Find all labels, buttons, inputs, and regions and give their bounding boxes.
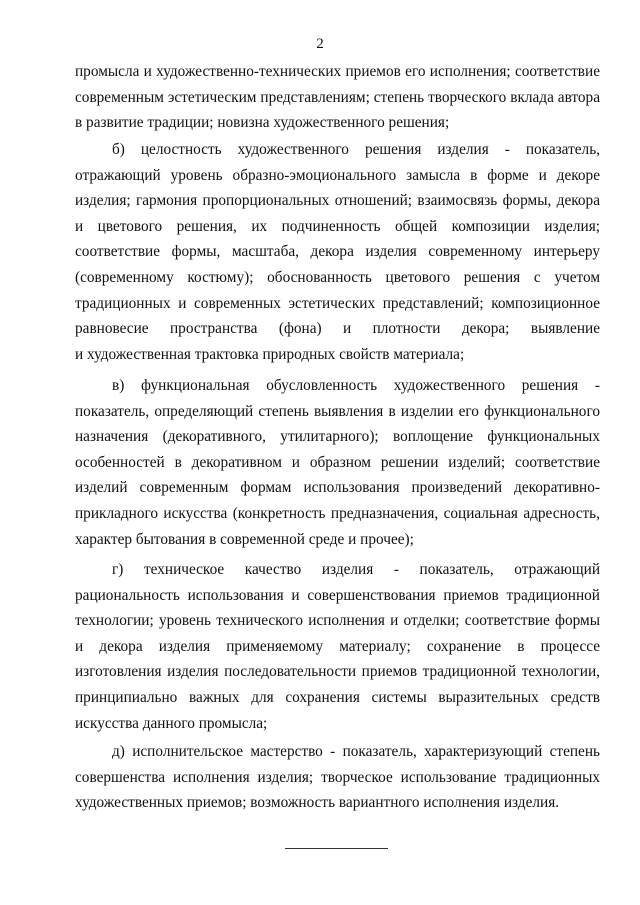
paragraph-line: д) исполнительское мастерство - показатель, характеризующий степень [112,743,600,760]
paragraph-line: и декора изделия применяемому материалу; сохранение в процессе [75,637,600,655]
paragraph-line: соответствие формы, масштаба, декора изделия современному интерьеру [75,243,600,261]
paragraph-line: г) техническое качество изделия - показатель, отражающий [112,561,600,578]
paragraph-line: особенностей в декоративном и образном решении изделий; соответствие [75,453,600,471]
paragraph-line: искусства данного промысла; [75,714,268,732]
paragraph-line: прикладного искусства (конкретность предназначения, социальная адресность, [75,505,600,522]
paragraph-line: (современному костюму); обоснованность цветового решения с учетом [75,269,600,286]
paragraph-line: и художественная трактовка природных свойств материала; [75,345,465,363]
paragraph-line: технологии; уровень технического исполнения и отделки; соответствие формы [75,612,600,630]
paragraph-line: промысла и художественно-технических приемов его исполнения; соответствие [75,63,600,80]
paragraph-line: рациональность использования и совершенствования приемов традиционной [75,586,600,604]
paragraph-line: художественных приемов; возможность вариантного исполнения изделия. [75,794,560,812]
paragraph-line: принципиально важных для сохранения системы выразительных средств [75,689,600,706]
paragraph-line: традиционных и современных эстетических представлений; композиционное [75,294,600,312]
page-number: 2 [316,36,324,52]
paragraph-line: равновесие пространства (фона) и плотности декора; выявление [75,320,600,338]
paragraph-line: изделия; гармония пропорциональных отношений; взаимосвязь формы, декора [75,192,600,210]
paragraph-line: и цветового решения, их подчиненность общей композиции изделия; [75,217,600,235]
footnote-separator [285,848,388,849]
paragraph-line: б) целостность художественного решения изделия - показатель, [112,141,600,158]
paragraph-line: современным эстетическим представлениям; степень творческого вклада автора [75,88,600,106]
paragraph-line: изделий современным формам использования произведений декоративно- [75,479,600,497]
paragraph-line: совершенства исполнения изделия; творческое использование традиционных [75,768,600,786]
paragraph-line: в развитие традиции; новизна художественного решения; [75,114,450,132]
paragraph-line: в) функциональная обусловленность художественного решения - [112,377,600,394]
paragraph-line: изготовления изделия последовательности приемов традиционной технологии, [75,663,600,681]
paragraph-line: отражающий уровень образно-эмоционального замысла в форме и декоре [75,166,600,184]
paragraph-line: показатель, определяющий степень выявления в изделии его функционального [75,402,600,420]
paragraph-line: характер бытования в современной среде и прочее); [75,530,414,548]
paragraph-line: назначения (декоративного, утилитарного); воплощение функциональных [75,428,600,446]
